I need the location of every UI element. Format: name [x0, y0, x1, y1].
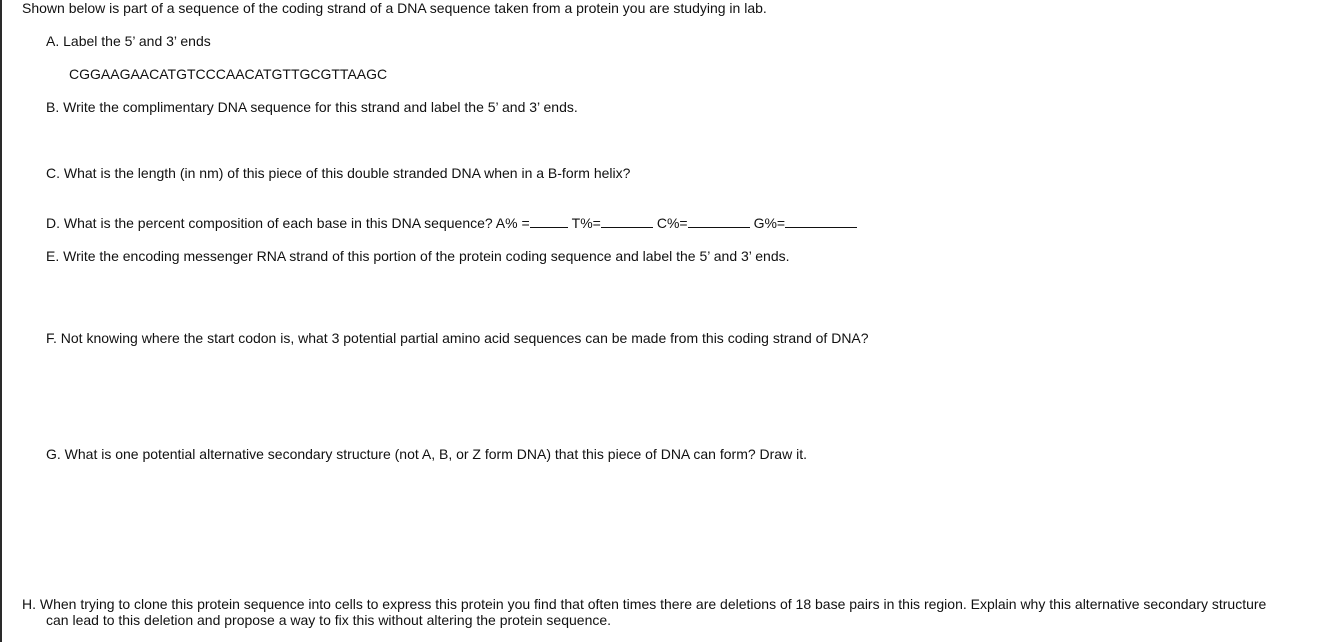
question-g: G. What is one potential alternative secondary structure (not A, B, or Z form DNA) that this piece of DNA can form? Draw it.: [46, 446, 807, 462]
answer-blank-t-percent[interactable]: [601, 215, 653, 228]
dna-sequence: CGGAAGAACATGTCCCAACATGTTGCGTTAAGC: [69, 66, 388, 82]
t-percent-label: T%=: [571, 215, 601, 231]
page-left-border: [0, 0, 2, 642]
question-h-line-2: can lead to this deletion and propose a way to fix this without altering the protein sequence.: [46, 612, 612, 628]
question-f: F. Not knowing where the start codon is, what 3 potential partial amino acid sequences can be made from this coding strand of DNA?: [46, 330, 869, 346]
question-d: [46, 215, 857, 231]
answer-blank-c-percent[interactable]: [688, 215, 750, 228]
question-a: A. Label the 5’ and 3’ ends: [46, 33, 211, 49]
intro-text: Shown below is part of a sequence of the coding strand of a DNA sequence taken from a protein you are studying in lab.: [22, 0, 767, 16]
g-percent-label: G%=: [753, 215, 786, 231]
answer-blank-a-percent[interactable]: [530, 215, 568, 228]
c-percent-label: C%=: [656, 215, 688, 231]
question-c: C. What is the length (in nm) of this piece of this double stranded DNA when in a B-form helix?: [46, 165, 631, 181]
question-b: B. Write the complimentary DNA sequence for this strand and label the 5’ and 3’ ends.: [46, 99, 578, 115]
question-d-prompt: D. What is the percent composition of each base in this DNA sequence? A% =: [46, 215, 530, 231]
answer-blank-g-percent[interactable]: [785, 215, 857, 228]
question-e: E. Write the encoding messenger RNA strand of this portion of the protein coding sequence and label the 5’ and 3’ ends.: [46, 248, 790, 264]
question-h-line-1: H. When trying to clone this protein sequence into cells to express this protein you find that often times there are deletions of 18 base pairs in this region. Explain why this alternative secondary structure: [22, 596, 1267, 612]
